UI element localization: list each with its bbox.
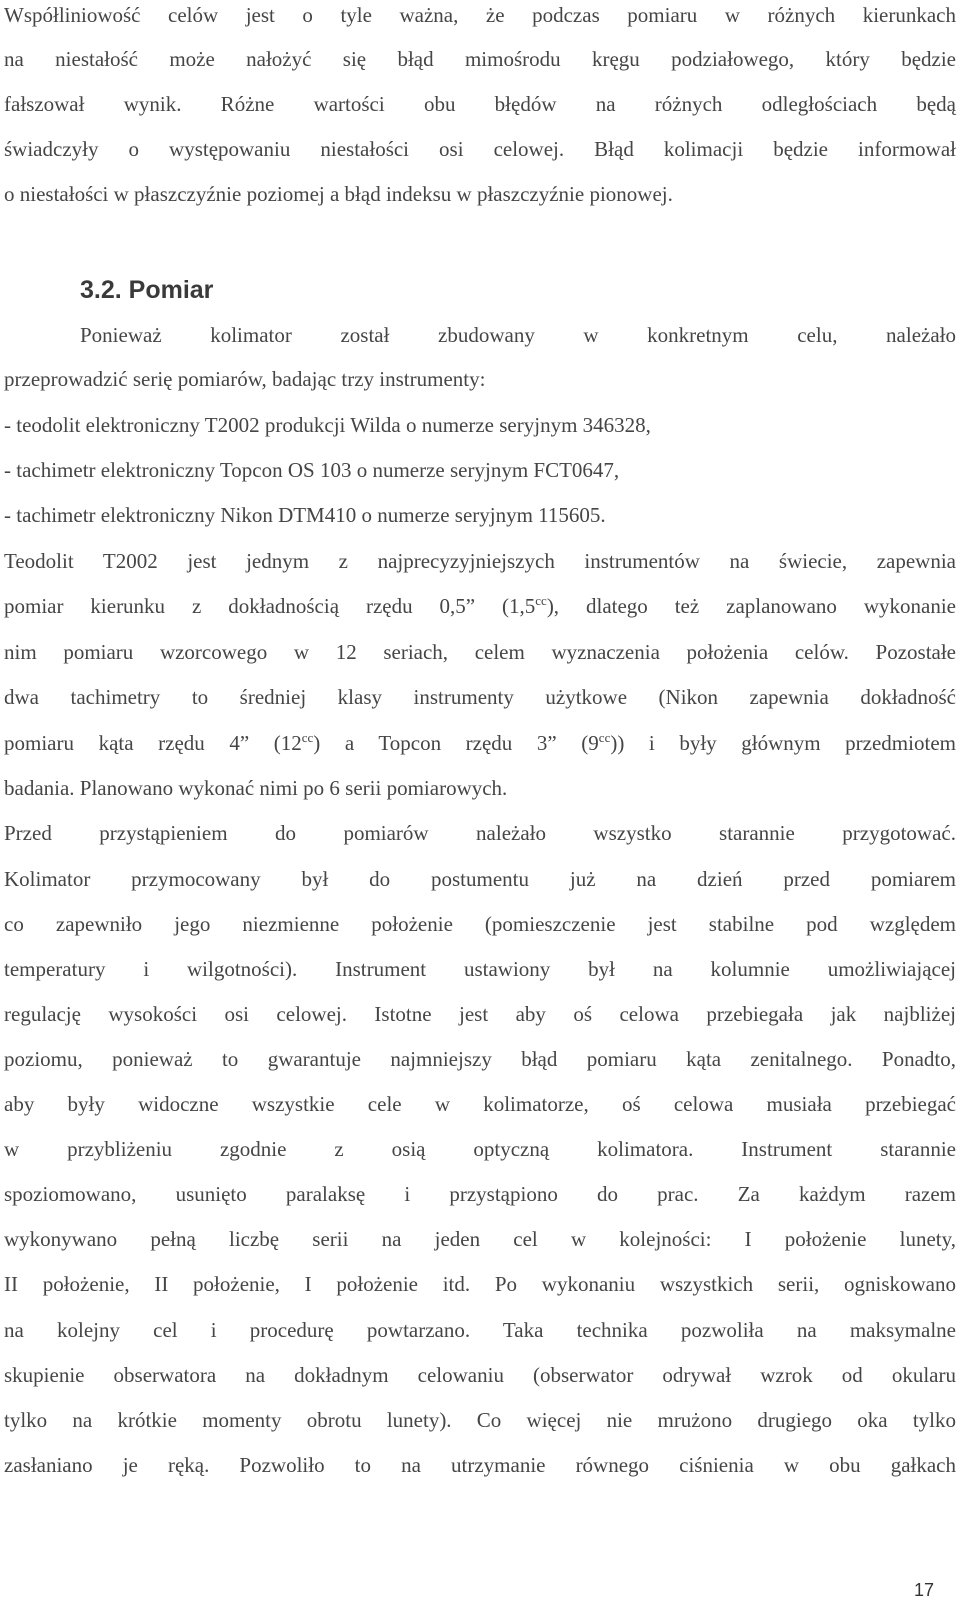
text-segment: wykonywano pełną liczbę serii na jeden cel w kolejności: I położenie lunety, <box>4 1227 956 1251</box>
text-segment: II położenie, II położenie, I położenie itd. Po wykonaniu wszystkich serii, ogniskowano <box>4 1272 956 1296</box>
text-line <box>4 1224 956 1254</box>
text-segment: co zapewniło jego niezmienne położenie (pomieszczenie jest stabilne pod względem <box>4 912 956 936</box>
text-line: na niestałość może nałożyć się błąd mimośrodu kręgu podziałowego, który będzie <box>4 47 956 71</box>
text-line <box>4 500 956 530</box>
text-segment: pomiaru kąta rzędu 4” (12 <box>4 731 302 755</box>
text-line <box>4 1450 956 1480</box>
text-segment: Kolimator przymocowany był do postumentu już na dzień przed pomiarem <box>4 867 956 891</box>
text-segment: - tachimetr elektroniczny Nikon DTM410 o numerze seryjnym 115605. <box>4 503 606 527</box>
text-line <box>4 1269 956 1299</box>
text-segment: ), dlatego też zaplanowano wykonanie <box>546 594 956 618</box>
text-line <box>4 909 956 939</box>
text-segment: - tachimetr elektroniczny Topcon OS 103 o numerze seryjnym FCT0647, <box>4 458 620 482</box>
text-line <box>4 591 956 621</box>
page-number: 17 <box>913 1580 934 1600</box>
text-line <box>4 364 956 394</box>
text-segment: na kolejny cel i procedurę powtarzano. Taka technika pozwoliła na maksymalne <box>4 1318 956 1342</box>
text-segment: Teodolit T2002 jest jednym z najprecyzyjniejszych instrumentów na świecie, zapewnia <box>4 549 956 573</box>
text-line <box>4 1179 956 1209</box>
text-segment: Ponieważ kolimator został zbudowany w konkretnym celu, należało <box>80 323 956 347</box>
text-line <box>4 410 956 440</box>
text-line: fałszował wynik. Różne wartości obu błędów na różnych odległościach będą <box>4 92 956 116</box>
text-line <box>4 954 956 984</box>
text-segment: dwa tachimetry to średniej klasy instrumenty użytkowe (Nikon zapewnia dokładność <box>4 685 956 709</box>
text-line: Współliniowość celów jest o tyle ważna, że podczas pomiaru w różnych kierunkach <box>4 3 956 27</box>
text-line <box>4 637 956 667</box>
text-segment: temperatury i wilgotności). Instrument ustawiony był na kolumnie umożliwiającej <box>4 957 956 981</box>
text-line <box>4 1134 956 1164</box>
text-line <box>4 1044 956 1074</box>
text-segment: badania. Planowano wykonać nimi po 6 serii pomiarowych. <box>4 776 508 800</box>
section-heading: 3.2. Pomiar <box>80 276 214 304</box>
superscript: cc <box>598 730 611 745</box>
text-line <box>4 546 956 576</box>
text-segment: spoziomowano, usunięto paralaksę i przystąpiono do prac. Za każdym razem <box>4 1182 956 1206</box>
superscript: cc <box>535 593 547 608</box>
text-segment: Przed przystąpieniem do pomiarów należało wszystko starannie przygotować. <box>4 821 956 845</box>
text-segment: - teodolit elektroniczny T2002 produkcji Wilda o numerze seryjnym 346328, <box>4 413 651 437</box>
text-segment: ) a Topcon rzędu 3” (9 <box>313 731 599 755</box>
text-line <box>4 1360 956 1390</box>
text-segment: regulację wysokości osi celowej. Istotne jest aby oś celowa przebiegała jak najbliżej <box>4 1002 956 1026</box>
text-segment: pomiar kierunku z dokładnością rzędu 0,5” (1,5 <box>4 594 536 618</box>
text-segment: tylko na krótkie momenty obrotu lunety). Co więcej nie mrużono drugiego oka tylko <box>4 1408 956 1432</box>
text-line <box>4 864 956 894</box>
text-line: o niestałości w płaszczyźnie poziomej a błąd indeksu w płaszczyźnie pionowej. <box>4 182 673 206</box>
text-line <box>4 818 956 848</box>
text-segment: w przybliżeniu zgodnie z osią optyczną kolimatora. Instrument starannie <box>4 1137 956 1161</box>
superscript: cc <box>301 730 314 745</box>
text-segment: )) i były głównym przedmiotem <box>610 731 956 755</box>
text-line <box>4 1315 956 1345</box>
text-segment: poziomu, ponieważ to gwarantuje najmniejszy błąd pomiaru kąta zenitalnego. Ponadto, <box>4 1047 956 1071</box>
text-line <box>4 999 956 1029</box>
text-line: świadczyły o występowaniu niestałości osi celowej. Błąd kolimacji będzie informował <box>4 137 956 161</box>
text-segment: zasłaniano je ręką. Pozwoliło to na utrzymanie równego ciśnienia w obu gałkach <box>4 1453 956 1477</box>
text-segment: skupienie obserwatora na dokładnym celowaniu (obserwator odrywał wzrok od okularu <box>4 1363 956 1387</box>
text-line <box>4 682 956 712</box>
text-segment: aby były widoczne wszystkie cele w kolimatorze, oś celowa musiała przebiegać <box>4 1092 956 1116</box>
text-line <box>80 320 956 350</box>
text-line <box>4 773 956 803</box>
text-line <box>4 1089 956 1119</box>
text-line <box>4 1405 956 1435</box>
text-line <box>4 455 956 485</box>
text-segment: nim pomiaru wzorcowego w 12 seriach, celem wyznaczenia położenia celów. Pozostałe <box>4 640 956 664</box>
text-segment: przeprowadzić serię pomiarów, badając trzy instrumenty: <box>4 367 486 391</box>
text-line <box>4 728 956 758</box>
